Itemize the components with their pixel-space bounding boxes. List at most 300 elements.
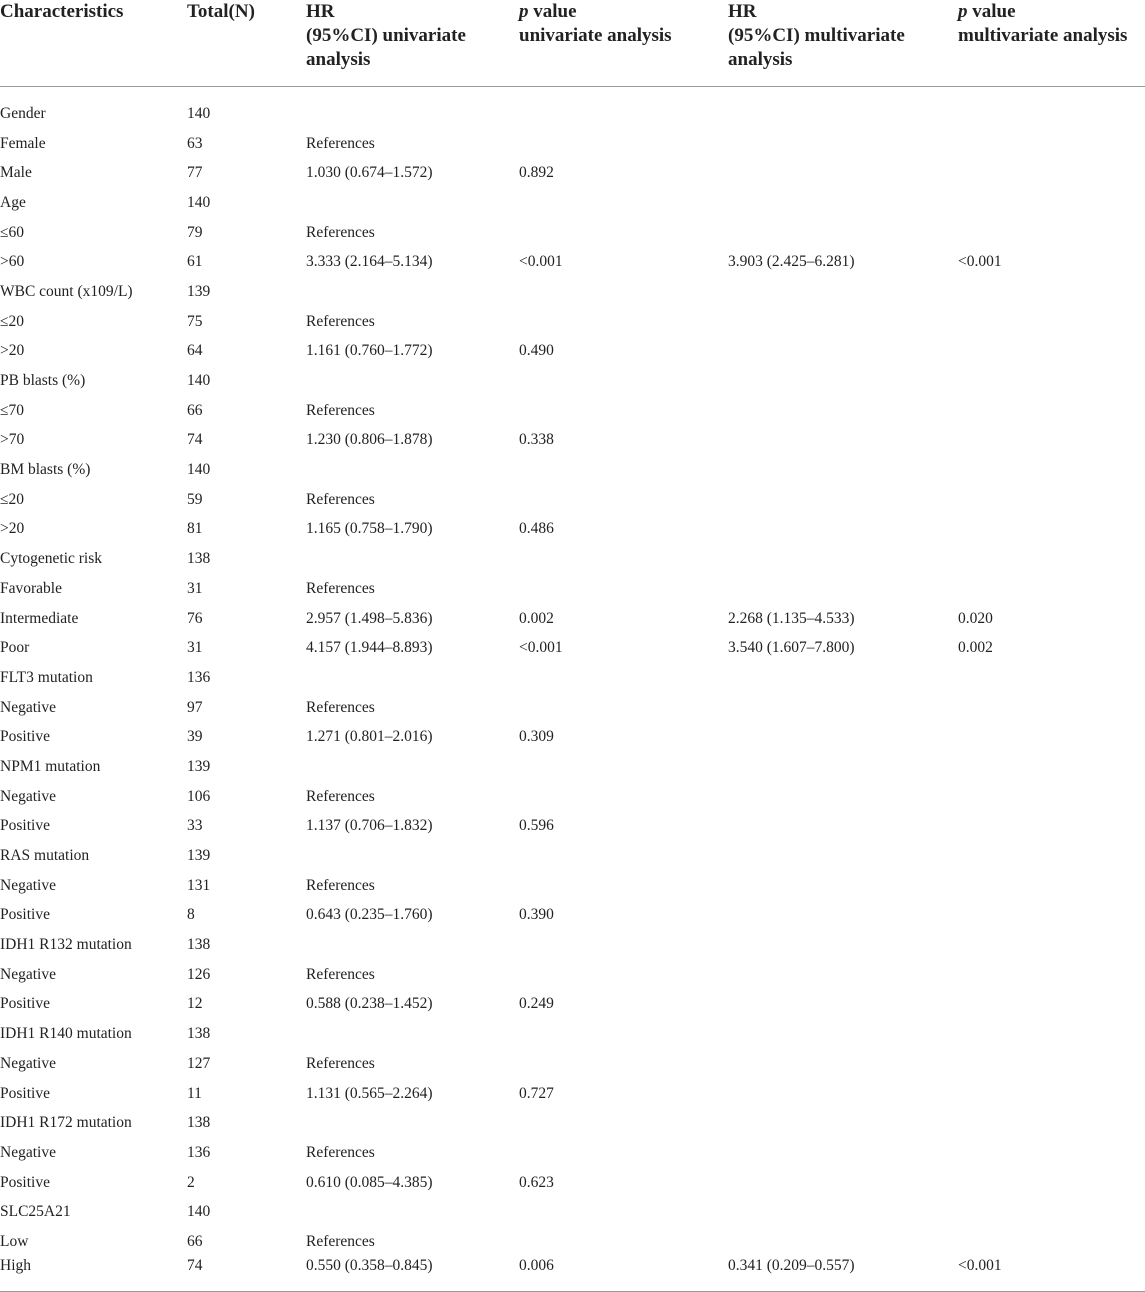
cell-p-multivariate [958, 426, 1145, 456]
table-row [0, 307, 1145, 337]
header-spacer-cell [0, 87, 1145, 100]
cell-characteristic: Negative [0, 1054, 56, 1072]
cell-total: 31 [187, 579, 203, 597]
header-p-univariate-value: value [528, 1, 577, 22]
cell-hr-multivariate [728, 1227, 958, 1257]
header-p-univariate-line2: univariate analysis [519, 25, 672, 46]
header-p-multivariate-value: value [967, 1, 1016, 22]
header-hr-multivariate-line1: HR [728, 1, 757, 22]
cell-hr-univariate: References [306, 490, 375, 508]
table-row [0, 485, 1145, 515]
cell-total: 61 [187, 253, 203, 271]
table-row [0, 1049, 1145, 1079]
cell-total: 75 [187, 312, 203, 330]
cell-p-univariate: 0.623 [519, 1173, 554, 1191]
header-p-multivariate-line2: multivariate analysis [958, 25, 1128, 46]
cell-hr-univariate: 2.957 (1.498–5.836) [306, 609, 433, 627]
cell-hr-multivariate [728, 722, 958, 752]
cell-hr-multivariate: 3.903 (2.425–6.281) [728, 253, 855, 271]
cell-p-univariate: 0.490 [519, 342, 554, 360]
cell-total: 39 [187, 728, 203, 746]
table-row [0, 366, 1145, 396]
table-row [0, 1079, 1145, 1109]
cell-p-univariate [519, 544, 728, 574]
cell-hr-univariate: References [306, 223, 375, 241]
cell-hr-multivariate [728, 129, 958, 159]
cell-characteristic: Positive [0, 906, 50, 924]
cell-hr-univariate [306, 1197, 519, 1227]
header-hr-univariate-line3: analysis [306, 49, 371, 70]
cell-hr-univariate: 4.157 (1.944–8.893) [306, 639, 433, 657]
table-row [0, 1108, 1145, 1138]
cell-hr-univariate: 1.131 (0.565–2.264) [306, 1084, 433, 1102]
cell-hr-multivariate [728, 1049, 958, 1079]
cell-hr-univariate: References [306, 1054, 375, 1072]
cell-p-multivariate [958, 337, 1145, 367]
cell-total: 139 [187, 757, 211, 775]
cell-p-univariate [519, 841, 728, 871]
cell-hr-univariate: References [306, 312, 375, 330]
cell-total: 139 [187, 282, 211, 300]
cell-characteristic: High [0, 1257, 187, 1292]
cell-hr-multivariate [728, 188, 958, 218]
header-total-label: Total(N) [187, 1, 255, 22]
cell-total: 139 [187, 847, 211, 865]
cell-hr-multivariate [728, 782, 958, 812]
cell-hr-multivariate [728, 426, 958, 456]
cell-hr-univariate: 0.643 (0.235–1.760) [306, 906, 433, 924]
header-hr-univariate-line1: HR [306, 1, 335, 22]
cell-hr-univariate: 0.588 (0.238–1.452) [306, 995, 433, 1013]
cell-hr-univariate: References [306, 1232, 375, 1250]
header-p-multivariate-line1 [958, 0, 1145, 24]
cell-characteristic: Female [0, 134, 46, 152]
table-row [0, 158, 1145, 188]
cell-hr-multivariate [728, 455, 958, 485]
table-row [0, 812, 1145, 842]
cell-p-univariate: 0.006 [519, 1257, 728, 1292]
cell-p-multivariate [958, 129, 1145, 159]
cell-hr-multivariate: 0.341 (0.209–0.557) [728, 1257, 958, 1292]
table-row [0, 544, 1145, 574]
table-row [0, 722, 1145, 752]
cell-hr-univariate [306, 752, 519, 782]
cell-characteristic: Favorable [0, 579, 62, 597]
cell-hr-univariate: 3.333 (2.164–5.134) [306, 253, 433, 271]
table-row [0, 515, 1145, 545]
table-row [0, 277, 1145, 307]
cell-total: 74 [187, 1257, 306, 1292]
cell-hr-univariate [306, 663, 519, 693]
header-p-multivariate [958, 0, 1145, 87]
cell-p-multivariate [958, 396, 1145, 426]
cell-characteristic: NPM1 mutation [0, 757, 101, 775]
cell-total: 2 [187, 1173, 195, 1191]
cell-p-multivariate: 0.002 [958, 639, 993, 657]
cell-characteristic: Positive [0, 728, 50, 746]
table-row [0, 693, 1145, 723]
cell-characteristic: >20 [0, 342, 25, 360]
table-row [0, 1197, 1145, 1227]
cell-hr-univariate [306, 188, 519, 218]
cell-p-univariate [519, 129, 728, 159]
cell-p-multivariate [958, 574, 1145, 604]
cell-hr-univariate: 1.271 (0.801–2.016) [306, 728, 433, 746]
table-row [0, 337, 1145, 367]
cell-hr-multivariate: 3.540 (1.607–7.800) [728, 639, 855, 657]
table-row [0, 574, 1145, 604]
cell-hr-multivariate: 2.268 (1.135–4.533) [728, 609, 855, 627]
cell-hr-multivariate [728, 337, 958, 367]
table-row [0, 218, 1145, 248]
cell-p-univariate [519, 366, 728, 396]
cell-p-univariate [519, 1227, 728, 1257]
cell-characteristic: ≤70 [0, 401, 25, 419]
table-row [0, 930, 1145, 960]
cell-p-multivariate [958, 158, 1145, 188]
cell-hr-univariate: References [306, 698, 375, 716]
cell-total: 79 [187, 223, 203, 241]
cell-total: 97 [187, 698, 203, 716]
cell-p-univariate [519, 574, 728, 604]
cell-hr-univariate: 1.230 (0.806–1.878) [306, 431, 433, 449]
cell-hr-univariate [306, 1019, 519, 1049]
cell-hr-multivariate [728, 1197, 958, 1227]
cell-total: 76 [187, 609, 203, 627]
cell-characteristic: Low [0, 1232, 29, 1250]
cell-total: 63 [187, 134, 203, 152]
cell-p-multivariate [958, 663, 1145, 693]
cell-total: 33 [187, 817, 203, 835]
cell-p-univariate [519, 455, 728, 485]
cell-p-univariate [519, 930, 728, 960]
cell-p-multivariate: 0.020 [958, 609, 993, 627]
cell-p-multivariate [958, 1138, 1145, 1168]
cell-characteristic: Poor [0, 639, 30, 657]
cell-hr-multivariate [728, 990, 958, 1020]
cell-p-multivariate [958, 1049, 1145, 1079]
cell-characteristic: ≤20 [0, 490, 25, 508]
cell-characteristic: >70 [0, 431, 25, 449]
table-row [0, 455, 1145, 485]
cell-hr-univariate [306, 455, 519, 485]
table-row [0, 841, 1145, 871]
cell-p-univariate: 0.390 [519, 906, 554, 924]
header-hr-multivariate [728, 0, 958, 87]
cell-total: 11 [187, 1084, 202, 1102]
cell-total: 140 [187, 193, 211, 211]
cell-p-univariate [519, 485, 728, 515]
cell-characteristic: Male [0, 164, 32, 182]
cell-p-univariate [519, 307, 728, 337]
table-row [0, 247, 1145, 277]
cell-hr-multivariate [728, 307, 958, 337]
cell-characteristic: Positive [0, 817, 50, 835]
cell-total: 140 [187, 104, 211, 122]
cell-characteristic: Positive [0, 995, 50, 1013]
header-p-univariate-line1 [519, 0, 728, 24]
cell-hr-univariate: References [306, 876, 375, 894]
cell-characteristic: Negative [0, 787, 56, 805]
cell-characteristic: IDH1 R140 mutation [0, 1025, 132, 1043]
table-row [0, 782, 1145, 812]
cell-hr-multivariate [728, 515, 958, 545]
cell-total: 140 [187, 461, 211, 479]
cell-hr-univariate: 0.610 (0.085–4.385) [306, 1173, 433, 1191]
table-row [0, 396, 1145, 426]
cell-p-univariate [519, 871, 728, 901]
header-hr-multivariate-line2: (95%CI) multivariate [728, 25, 905, 46]
table-row [0, 426, 1145, 456]
header-hr-univariate-line2: (95%CI) univariate [306, 25, 466, 46]
table-header [0, 0, 1145, 87]
cell-hr-multivariate [728, 1108, 958, 1138]
cell-hr-multivariate [728, 693, 958, 723]
cell-total: 31 [187, 639, 203, 657]
cell-p-multivariate [958, 990, 1145, 1020]
cell-characteristic: Negative [0, 698, 56, 716]
cell-p-multivariate [958, 693, 1145, 723]
cell-hr-univariate: References [306, 401, 375, 419]
cell-p-multivariate [958, 1079, 1145, 1109]
cell-total: 138 [187, 936, 211, 954]
cell-characteristic: Age [0, 193, 26, 211]
cell-p-univariate: 0.249 [519, 995, 554, 1013]
cell-hr-multivariate [728, 901, 958, 931]
cell-total: 64 [187, 342, 203, 360]
cell-hr-multivariate [728, 1138, 958, 1168]
cell-total: 66 [187, 401, 203, 419]
cell-p-univariate [519, 960, 728, 990]
cell-p-univariate: <0.001 [519, 253, 563, 271]
cell-p-univariate [519, 1197, 728, 1227]
cell-p-multivariate [958, 960, 1145, 990]
cell-characteristic: Gender [0, 104, 46, 122]
cell-total: 140 [187, 372, 211, 390]
table-row [0, 901, 1145, 931]
cell-hr-univariate: 1.165 (0.758–1.790) [306, 520, 433, 538]
cell-p-multivariate [958, 782, 1145, 812]
cell-total: 126 [187, 965, 211, 983]
cell-characteristic: SLC25A21 [0, 1203, 71, 1221]
cell-hr-multivariate [728, 812, 958, 842]
cell-p-multivariate [958, 366, 1145, 396]
cell-hr-multivariate [728, 871, 958, 901]
header-characteristics-label: Characteristics [0, 1, 124, 22]
cell-hr-univariate [306, 99, 519, 129]
cell-p-multivariate [958, 752, 1145, 782]
cell-p-univariate [519, 218, 728, 248]
cell-characteristic: IDH1 R132 mutation [0, 936, 132, 954]
cell-p-multivariate [958, 188, 1145, 218]
cell-total: 77 [187, 164, 203, 182]
cell-hr-univariate [306, 366, 519, 396]
table-row [0, 1227, 1145, 1257]
cell-characteristic: Negative [0, 1143, 56, 1161]
header-p-univariate-p: p [519, 1, 529, 22]
cell-total: 74 [187, 431, 203, 449]
cell-total: 106 [187, 787, 211, 805]
cell-characteristic: Cytogenetic risk [0, 550, 103, 568]
cell-total: 138 [187, 550, 211, 568]
cell-total: 136 [187, 668, 211, 686]
cell-p-multivariate [958, 1168, 1145, 1198]
cell-hr-multivariate [728, 663, 958, 693]
table-row [0, 1257, 1145, 1292]
cell-hr-univariate: References [306, 1143, 375, 1161]
cell-characteristic: PB blasts (%) [0, 372, 86, 390]
cell-p-multivariate [958, 1197, 1145, 1227]
cell-hr-multivariate [728, 960, 958, 990]
cell-total: 140 [187, 1203, 211, 1221]
cell-hr-multivariate [728, 158, 958, 188]
cell-hr-multivariate [728, 396, 958, 426]
cell-p-univariate: <0.001 [519, 639, 563, 657]
cell-p-multivariate [958, 1227, 1145, 1257]
cell-hr-univariate: 0.550 (0.358–0.845) [306, 1257, 519, 1292]
cell-p-univariate [519, 1049, 728, 1079]
cell-p-multivariate: <0.001 [958, 1257, 1145, 1292]
cell-p-univariate [519, 782, 728, 812]
header-characteristics [0, 0, 187, 87]
cell-characteristic: RAS mutation [0, 847, 90, 865]
table-row [0, 752, 1145, 782]
cell-p-multivariate [958, 722, 1145, 752]
table-row [0, 633, 1145, 663]
cell-characteristic: BM blasts (%) [0, 461, 91, 479]
cell-p-univariate [519, 663, 728, 693]
table-row [0, 1019, 1145, 1049]
cell-hr-univariate: 1.137 (0.706–1.832) [306, 817, 433, 835]
cell-total: 136 [187, 1143, 211, 1161]
cell-hr-multivariate [728, 544, 958, 574]
cell-characteristic: IDH1 R172 mutation [0, 1114, 132, 1132]
cell-hr-multivariate [728, 485, 958, 515]
cell-p-univariate [519, 1138, 728, 1168]
cell-p-univariate [519, 1108, 728, 1138]
cell-hr-multivariate [728, 1019, 958, 1049]
cell-p-univariate [519, 752, 728, 782]
cell-p-multivariate [958, 901, 1145, 931]
cell-total: 59 [187, 490, 203, 508]
cell-hr-multivariate [728, 752, 958, 782]
cell-p-multivariate [958, 307, 1145, 337]
cell-hr-multivariate [728, 218, 958, 248]
cell-hr-multivariate [728, 277, 958, 307]
cell-hr-univariate: 1.030 (0.674–1.572) [306, 164, 433, 182]
cell-hr-univariate: References [306, 579, 375, 597]
cell-p-multivariate [958, 1108, 1145, 1138]
cell-p-multivariate: <0.001 [958, 253, 1002, 271]
cell-p-multivariate [958, 812, 1145, 842]
cell-total: 66 [187, 1232, 203, 1250]
cell-characteristic: Intermediate [0, 609, 79, 627]
cell-hr-multivariate [728, 99, 958, 129]
table-row [0, 1138, 1145, 1168]
cell-p-univariate [519, 277, 728, 307]
table-row [0, 871, 1145, 901]
cell-characteristic: >20 [0, 520, 25, 538]
cell-hr-univariate [306, 1108, 519, 1138]
cell-p-multivariate [958, 485, 1145, 515]
header-p-multivariate-p: p [958, 1, 968, 22]
cell-p-univariate: 0.596 [519, 817, 554, 835]
table-row [0, 990, 1145, 1020]
cell-total: 81 [187, 520, 203, 538]
cell-p-univariate: 0.338 [519, 431, 554, 449]
table-row [0, 99, 1145, 129]
header-total [187, 0, 306, 87]
cell-hr-univariate [306, 277, 519, 307]
cell-characteristic: Positive [0, 1173, 50, 1191]
table-row [0, 960, 1145, 990]
table-row [0, 604, 1145, 634]
table-row [0, 1168, 1145, 1198]
cell-p-multivariate [958, 871, 1145, 901]
header-p-univariate [519, 0, 728, 87]
cell-p-multivariate [958, 930, 1145, 960]
cell-hr-multivariate [728, 841, 958, 871]
cell-characteristic: FLT3 mutation [0, 668, 93, 686]
table-row [0, 129, 1145, 159]
cell-p-multivariate [958, 515, 1145, 545]
header-hr-multivariate-line3: analysis [728, 49, 793, 70]
cell-hr-univariate: References [306, 965, 375, 983]
cell-total: 138 [187, 1025, 211, 1043]
cell-characteristic: Negative [0, 876, 56, 894]
cell-p-multivariate [958, 277, 1145, 307]
cell-total: 8 [187, 906, 195, 924]
cell-p-univariate: 0.727 [519, 1084, 554, 1102]
cell-hr-univariate: 1.161 (0.760–1.772) [306, 342, 433, 360]
cell-p-univariate [519, 1019, 728, 1049]
cell-p-multivariate [958, 544, 1145, 574]
cell-total: 138 [187, 1114, 211, 1132]
cell-hr-multivariate [728, 574, 958, 604]
cell-characteristic: WBC count (x109/L) [0, 282, 133, 300]
cell-p-multivariate [958, 218, 1145, 248]
table-row [0, 663, 1145, 693]
cell-total: 131 [187, 876, 211, 894]
cell-p-multivariate [958, 841, 1145, 871]
cell-p-univariate: 0.309 [519, 728, 554, 746]
header-spacer-row [0, 87, 1145, 100]
cell-hr-univariate: References [306, 787, 375, 805]
cell-hr-multivariate [728, 1079, 958, 1109]
cell-p-univariate: 0.892 [519, 164, 554, 182]
cell-p-multivariate [958, 99, 1145, 129]
cell-p-univariate [519, 188, 728, 218]
cell-characteristic: Positive [0, 1084, 50, 1102]
cell-p-univariate [519, 693, 728, 723]
cell-characteristic: ≤60 [0, 223, 25, 241]
cell-p-univariate [519, 99, 728, 129]
cell-hr-multivariate [728, 366, 958, 396]
cell-hr-multivariate [728, 1168, 958, 1198]
cell-total: 127 [187, 1054, 211, 1072]
cell-p-multivariate [958, 1019, 1145, 1049]
cell-hr-univariate [306, 544, 519, 574]
header-row [0, 0, 1145, 87]
cell-total: 12 [187, 995, 203, 1013]
header-hr-univariate [306, 0, 519, 87]
cell-characteristic: Negative [0, 965, 56, 983]
cell-hr-univariate: References [306, 134, 375, 152]
cell-p-univariate: 0.002 [519, 609, 554, 627]
cell-p-multivariate [958, 455, 1145, 485]
cell-hr-multivariate [728, 930, 958, 960]
cell-characteristic: >60 [0, 253, 25, 271]
